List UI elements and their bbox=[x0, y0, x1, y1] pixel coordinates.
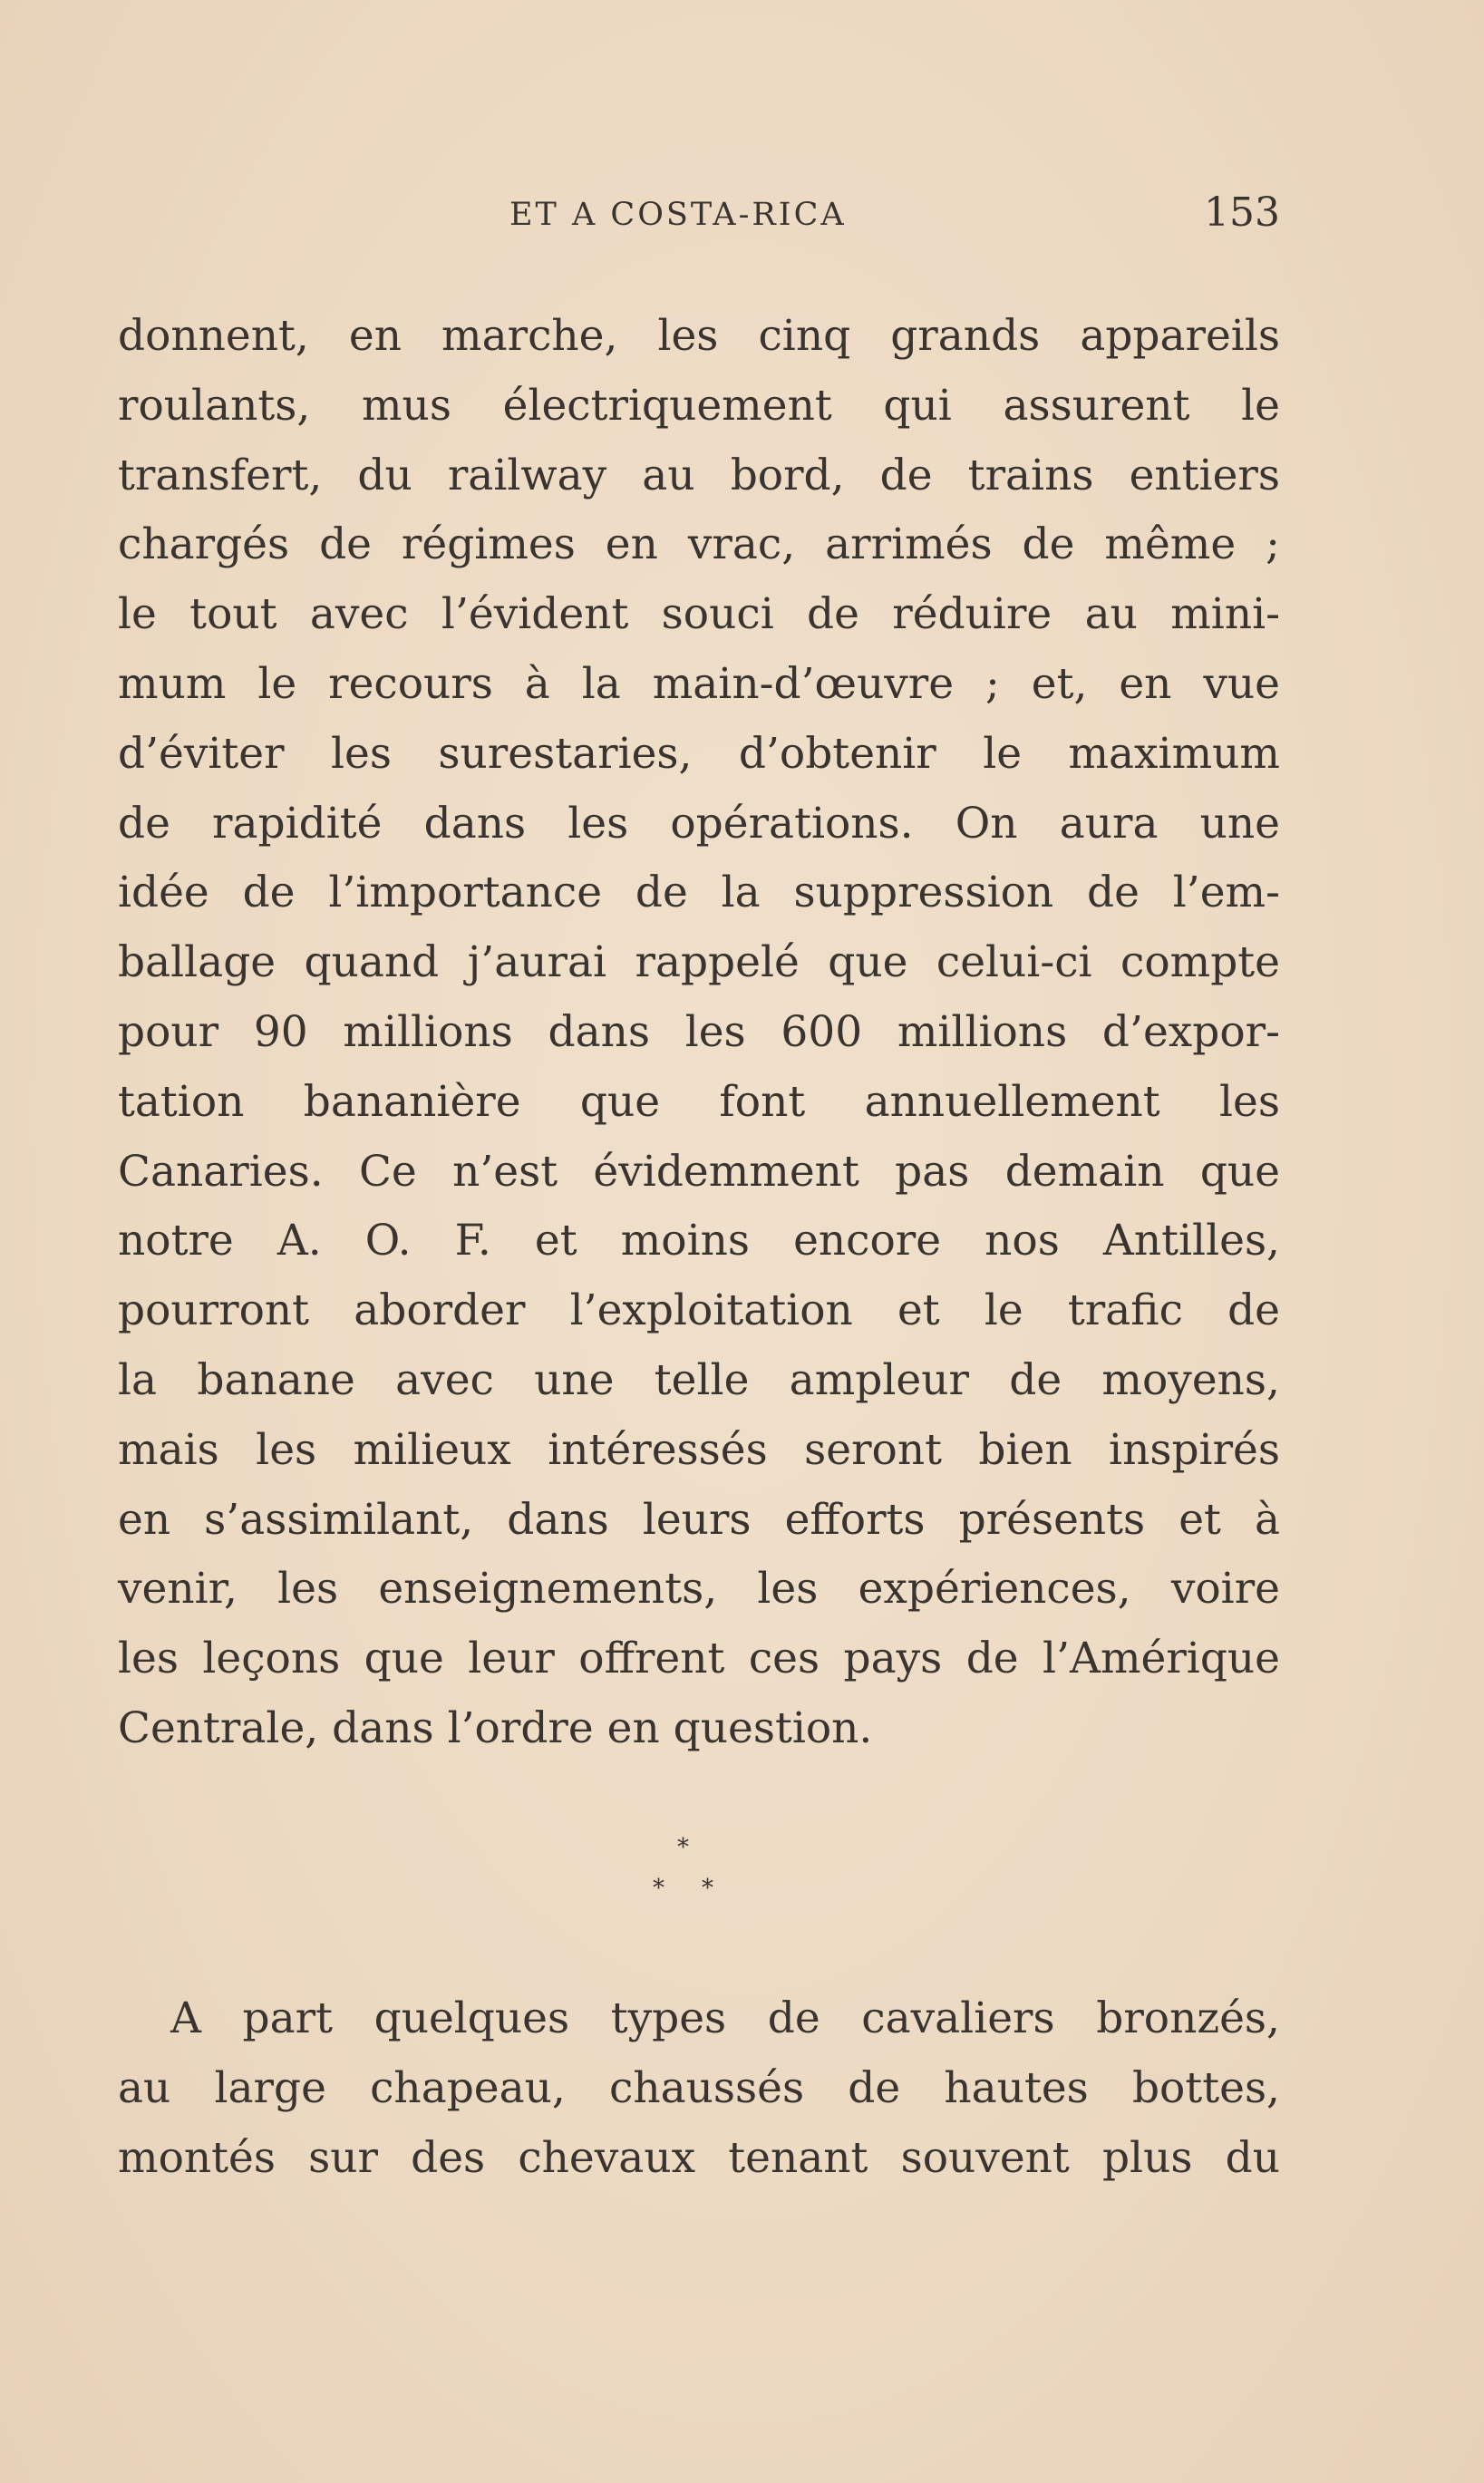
text-line: de rapidité dans les opérations. On aura une bbox=[118, 798, 1280, 849]
text-line: roulants, mus électriquement qui assurent le bbox=[118, 380, 1280, 431]
page-header bbox=[118, 186, 1280, 240]
section-separator bbox=[626, 1836, 743, 1926]
text-line: pour 90 millions dans les 600 millions d’expor- bbox=[118, 1006, 1280, 1057]
text-line: pourront aborder l’exploitation et le trafic de bbox=[118, 1285, 1280, 1336]
text-line: les leçons que leur offrent ces pays de l’Amérique bbox=[118, 1634, 1280, 1684]
running-head: ET A COSTA-RICA bbox=[509, 197, 847, 233]
text-line: la banane avec une telle ampleur de moyens, bbox=[118, 1354, 1280, 1405]
text-line: donnent, en marche, les cinq grands appareils bbox=[118, 311, 1280, 361]
text-line: mum le recours à la main-d’œuvre ; et, en vue bbox=[118, 658, 1280, 709]
asterism-star: * bbox=[653, 1875, 664, 1902]
text-line: en s’assimilant, dans leurs efforts présents et à bbox=[118, 1494, 1280, 1545]
text-line: A part quelques types de cavaliers bronzés, bbox=[170, 1993, 1280, 2043]
text-line: transfert, du railway au bord, de trains entiers bbox=[118, 450, 1280, 500]
text-line: chargés de régimes en vrac, arrimés de même ; bbox=[118, 519, 1280, 570]
text-line: au large chapeau, chaussés de hautes bottes, bbox=[118, 2062, 1280, 2113]
text-line: venir, les enseignements, les expériences, voire bbox=[118, 1564, 1280, 1615]
text-line: mais les milieux intéressés seront bien inspirés bbox=[118, 1424, 1280, 1475]
text-line: tation bananière que font annuellement les bbox=[118, 1076, 1280, 1127]
page-number: 153 bbox=[1204, 189, 1280, 236]
text-line: Canaries. Ce n’est évidemment pas demain que bbox=[118, 1146, 1280, 1197]
text-line: ballage quand j’aurai rappelé que celui-ci compte bbox=[118, 937, 1280, 988]
text-line: d’éviter les surestaries, d’obtenir le maximum bbox=[118, 728, 1280, 779]
asterism-star: * bbox=[702, 1875, 713, 1902]
text-line: idée de l’importance de la suppression de l’em- bbox=[118, 868, 1280, 918]
text-line: notre A. O. F. et moins encore nos Antilles, bbox=[118, 1216, 1280, 1266]
text-line: Centrale, dans l’ordre en question. bbox=[118, 1702, 873, 1753]
paragraph-1 bbox=[118, 302, 1280, 1764]
paragraph-2 bbox=[118, 1984, 1280, 2193]
text-line: le tout avec l’évident souci de réduire au mini- bbox=[118, 589, 1280, 640]
asterism-star: * bbox=[677, 1834, 689, 1861]
text-line: montés sur des chevaux tenant souvent plus du bbox=[118, 2132, 1280, 2183]
